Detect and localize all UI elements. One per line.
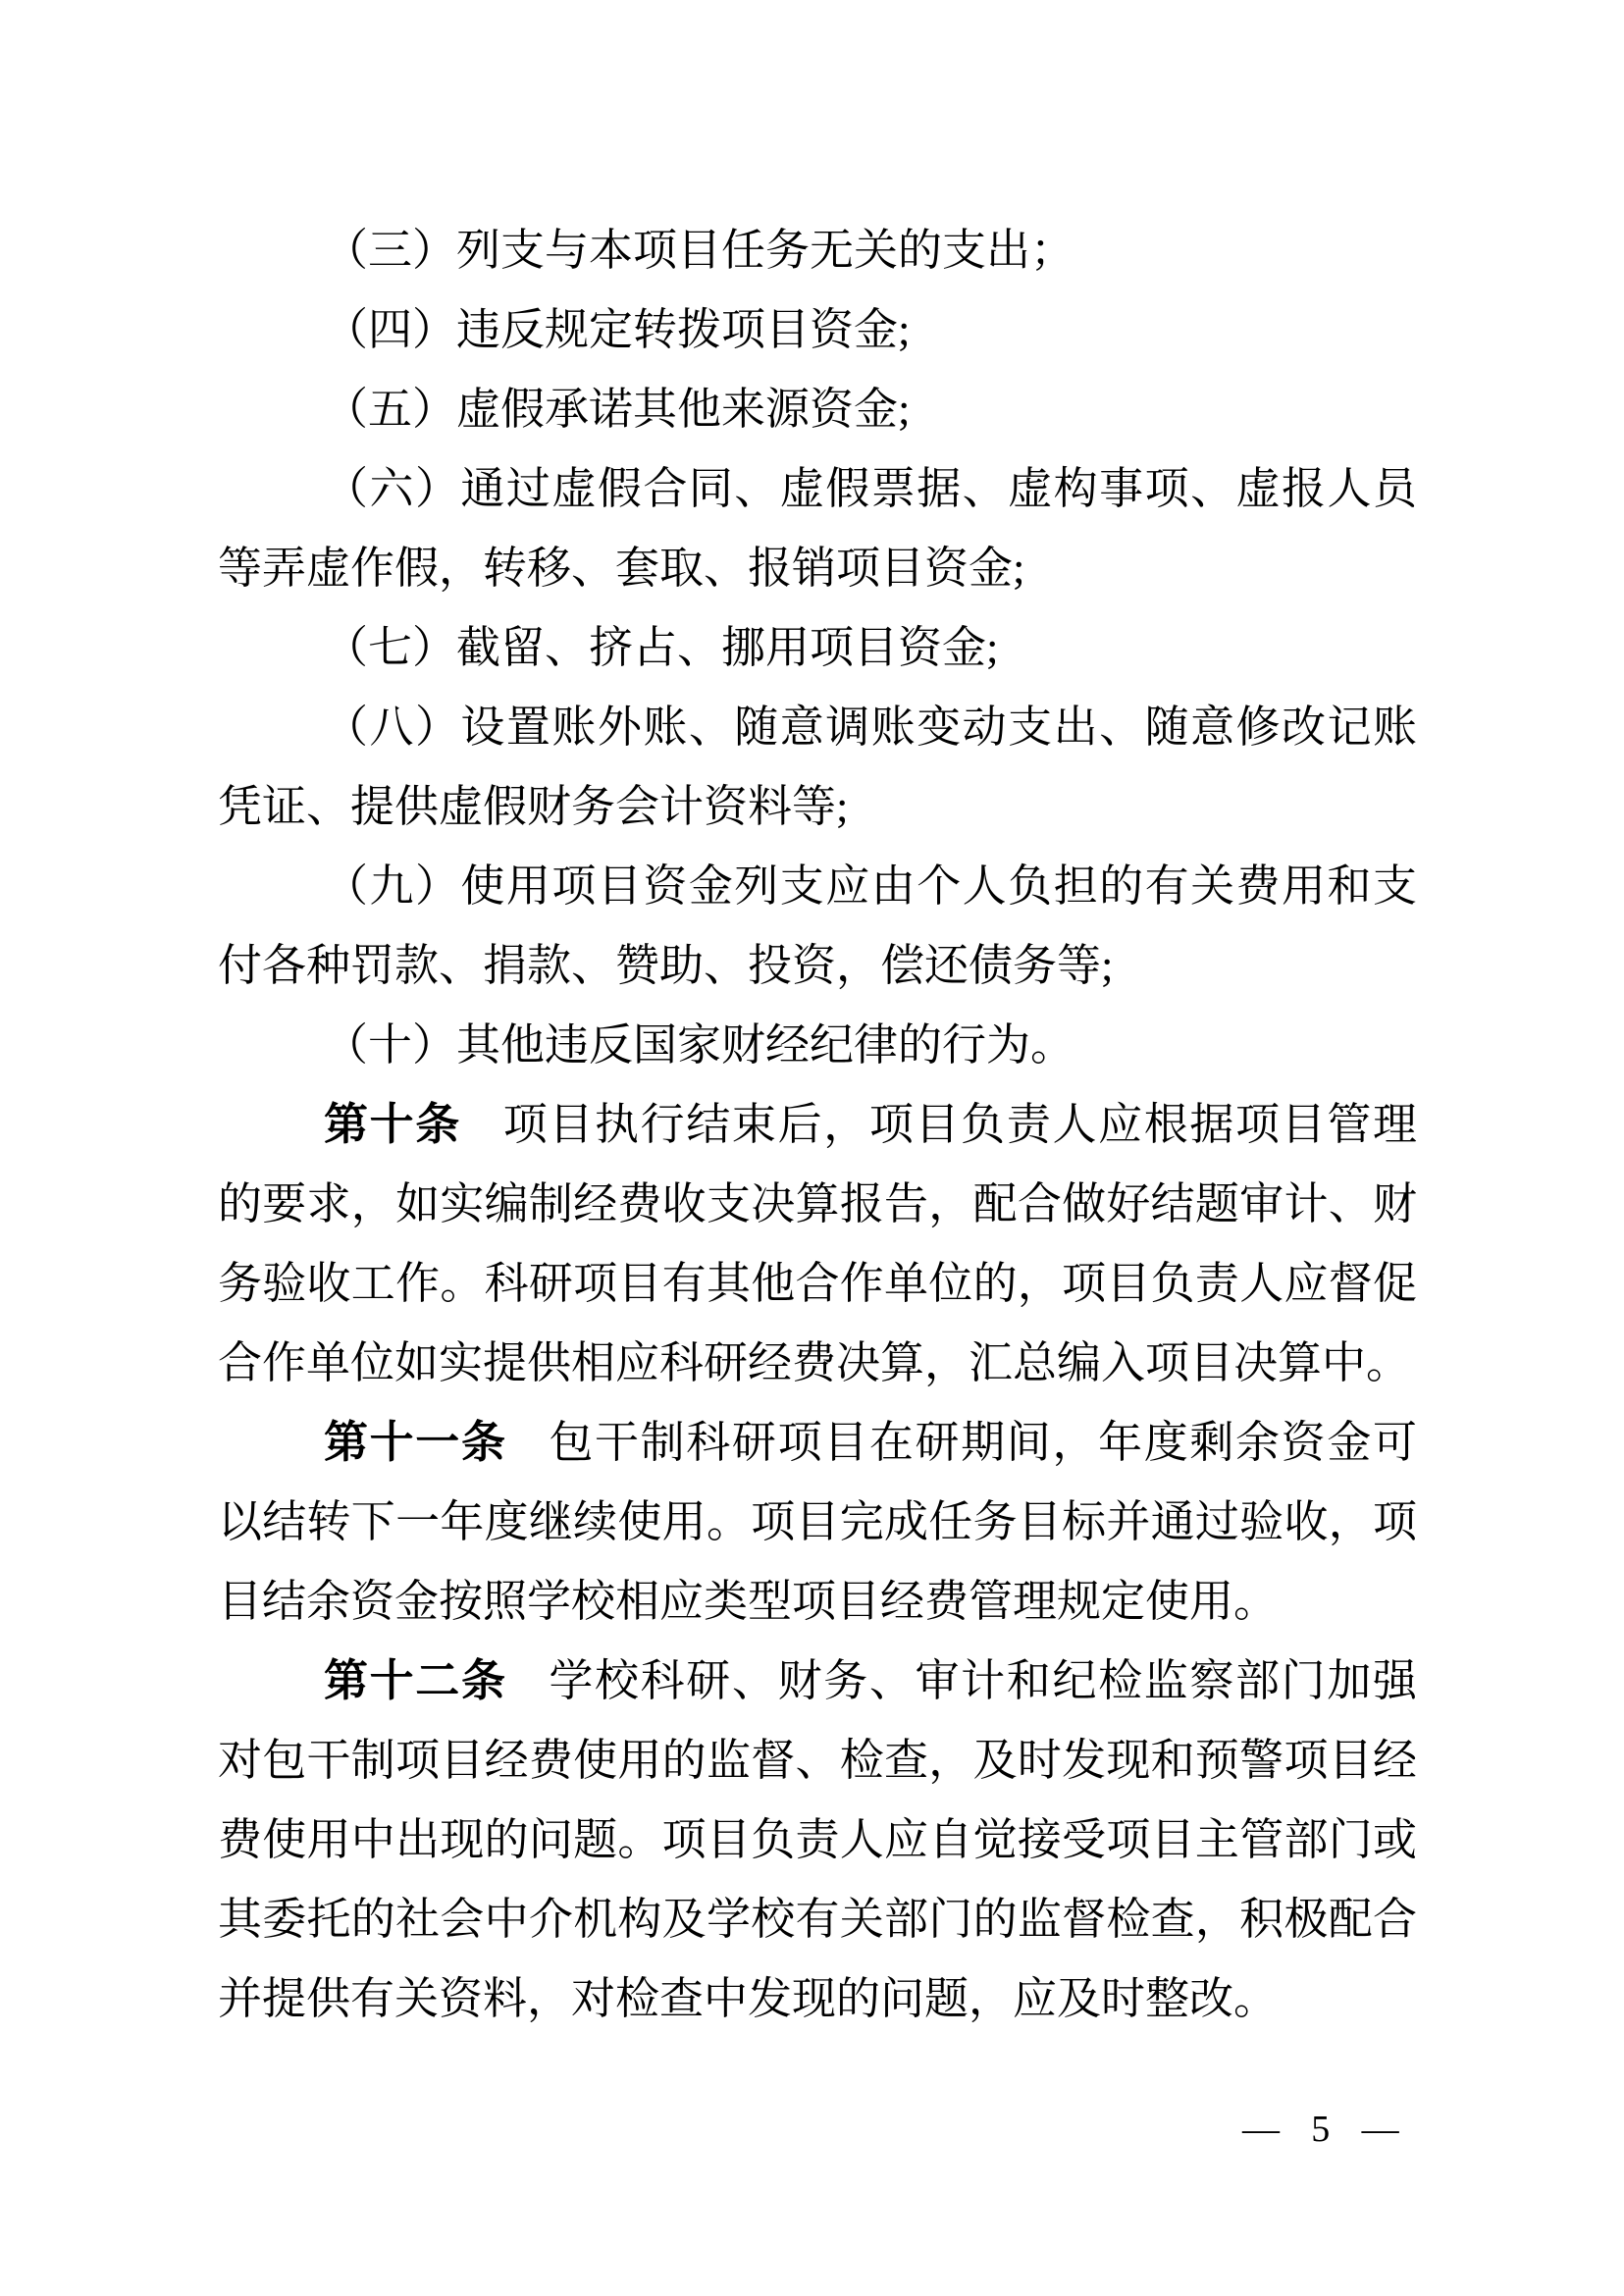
clause-item-3: （三）列支与本项目任务无关的支出； — [324, 226, 1075, 275]
article-12-text: 学校科研、财务、审计和纪检监察部门加强对包干制项目经费使用的监督、检查，及时发现和预警项目经费使用中出现的问题。项目负责人应自觉接受项目主管部门或其委托的社会中介机构及学校有关部门的监督检查，积极配合并提供有关资料，对检查中发现的问题，应及时整改。 — [218, 1656, 1417, 2023]
clause-item-7: （七）截留、挤占、挪用项目资金; — [324, 623, 999, 672]
article-12-paragraph — [218, 1642, 1417, 2039]
clause-item-4: （四）违反规定转拨项目资金; — [324, 305, 911, 354]
article-12-number: 第十二条 — [324, 1656, 507, 1705]
article-10-text: 项目执行结束后，项目负责人应根据项目管理的要求，如实编制经费收支决算报告，配合做好结题审计、财务验收工作。科研项目有其他合作单位的，项目负责人应督促合作单位如实提供相应科研经费决算，汇总编入项目决算中。 — [218, 1100, 1417, 1387]
clause-item-8: （八）设置账外账、随意调账变动支出、随意修改记账凭证、提供虚假财务会计资料等; — [218, 703, 1417, 831]
clause-item-5: （五）虚假承诺其他来源资金; — [324, 385, 911, 434]
page-number: — 5 — — [1242, 2109, 1410, 2150]
article-11-paragraph — [218, 1403, 1417, 1642]
article-11-number: 第十一条 — [324, 1418, 507, 1467]
clause-item-6: （六）通过虚假合同、虚假票据、虚构事项、虚报人员等弄虚作假，转移、套取、报销项目资金; — [218, 464, 1417, 593]
document-body — [218, 211, 1417, 2039]
clause-item-9: （九）使用项目资金列支应由个人负担的有关费用和支付各种罚款、捐款、赞助、投资，偿还债务等; — [218, 861, 1417, 990]
clause-item-10: （十）其他违反国家财经纪律的行为。 — [324, 1020, 1075, 1070]
article-10-paragraph — [218, 1085, 1417, 1403]
article-10-number: 第十条 — [324, 1100, 461, 1149]
article-11-text: 包干制科研项目在研期间，年度剩余资金可以结转下一年度继续使用。项目完成任务目标并通过验收，项目结余资金按照学校相应类型项目经费管理规定使用。 — [218, 1418, 1417, 1626]
